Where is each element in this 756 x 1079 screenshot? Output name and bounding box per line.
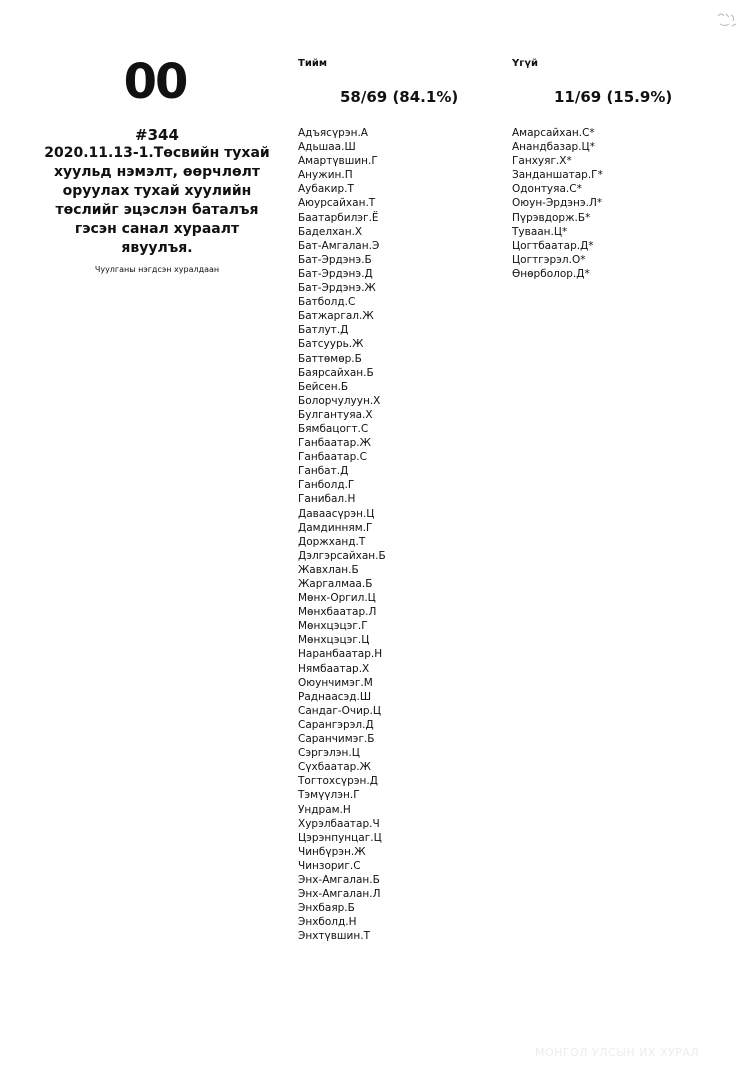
voter-name: Ганхуяг.Х*: [512, 155, 572, 168]
voter-name: Баярсайхан.Б: [298, 366, 374, 379]
voter-name: Батжаргал.Ж: [298, 310, 374, 323]
document-code: 00: [123, 54, 187, 110]
voter-name: Ганболд.Г: [298, 479, 355, 492]
voter-name: Мөнхцэцэг.Г: [298, 620, 368, 633]
voter-name: Батболд.С: [298, 296, 356, 309]
voter-name: Мөнх-Оргил.Ц: [298, 592, 376, 605]
voter-name: Амарсайхан.С*: [512, 127, 595, 139]
voter-name: Булгантуяа.Х: [298, 408, 373, 421]
voter-name: Адъясүрэн.А: [298, 127, 368, 139]
voter-name: Баттөмөр.Б: [298, 352, 362, 365]
motion-number: #344: [135, 126, 179, 144]
voter-name: Бат-Эрдэнэ.Ж: [298, 282, 376, 295]
corner-stamp-icon: [712, 6, 742, 36]
voter-name: Сандаг-Очир.Ц: [298, 704, 382, 717]
footer-watermark: МОНГОЛ УЛСЫН ИХ ХУРАЛ: [535, 1046, 700, 1059]
motion-block: [44, 126, 270, 276]
voter-name: Энхболд.Н: [298, 916, 357, 929]
voter-name: Нямбаатар.Х: [298, 662, 370, 675]
voter-name: Бат-Эрдэнэ.Б: [298, 253, 372, 266]
voter-name: Тогтохсүрэн.Д: [298, 775, 378, 788]
yes-voter-list: [298, 126, 386, 943]
voter-name: Чинбүрэн.Ж: [298, 845, 366, 858]
voter-name: Аюурсайхан.Т: [298, 197, 376, 210]
voter-name: Доржханд.Т: [298, 535, 366, 548]
voter-name: Өнөрболор.Д*: [512, 267, 590, 280]
voter-name: Батсуурь.Ж: [298, 338, 364, 351]
voter-name: Оюунчимэг.М: [298, 676, 373, 689]
voter-name: Дэлгэрсайхан.Б: [298, 549, 386, 562]
voter-name: Сүхбаатар.Ж: [298, 761, 371, 774]
voter-name: Саранчимэг.Б: [298, 733, 375, 746]
voter-name: Болорчулуун.Х: [298, 394, 381, 407]
voter-name: Занданшатар.Г*: [512, 169, 603, 182]
voter-name: Анандбазар.Ц*: [512, 141, 595, 154]
voter-name: Туваан.Ц*: [512, 225, 568, 238]
voter-name: Сарангэрэл.Д: [298, 718, 374, 731]
voter-name: Бейсен.Б: [298, 380, 349, 393]
voter-name: Энхтүвшин.Т: [298, 930, 370, 943]
voter-name: Тэмүүлэн.Г: [298, 789, 360, 802]
voter-name: Анужин.П: [298, 169, 353, 182]
voter-name: Раднаасэд.Ш: [298, 690, 372, 703]
voter-name: Хурэлбаатар.Ч: [298, 817, 380, 830]
no-tally: 11/69 (15.9%): [554, 88, 673, 106]
voter-name: Наранбаатар.Н: [298, 648, 383, 661]
voter-name: Амартүвшин.Г: [298, 155, 378, 168]
voter-name: Одонтуяа.С*: [512, 183, 582, 196]
voter-name: Баатарбилэг.Ё: [298, 211, 379, 224]
session-note: Чуулганы нэгдсэн хуралдаан: [94, 265, 220, 274]
voter-name: Бат-Эрдэнэ.Д: [298, 267, 373, 280]
voter-name: Чинзориг.С: [298, 859, 361, 872]
voter-name: Бат-Амгалан.Э: [298, 239, 380, 252]
voter-name: Адьшаа.Ш: [298, 141, 356, 154]
voter-name: Цогтгэрэл.О*: [512, 253, 586, 266]
voter-name: Оюун-Эрдэнэ.Л*: [512, 197, 603, 210]
voter-name: Ганибал.Н: [298, 493, 356, 506]
voter-name: Ундрам.Н: [298, 803, 351, 816]
voter-name: Жаргалмаа.Б: [298, 578, 373, 590]
voter-name: Бямбацогт.С: [298, 422, 369, 435]
voter-name: Энхбаяр.Б: [298, 902, 355, 915]
voter-name: Ганбат.Д: [298, 465, 349, 478]
voter-name: Давaaсүрэн.Ц: [298, 507, 375, 520]
voter-name: Энх-Амгалан.Б: [298, 873, 380, 886]
voter-name: Дамдинням.Г: [298, 521, 373, 534]
no-column-header: Үгүй: [512, 58, 538, 69]
voter-name: Аубакир.Т: [298, 183, 354, 196]
voter-name: Ганбаатар.С: [298, 451, 367, 464]
voter-name: Жавхлан.Б: [298, 563, 359, 576]
voter-name: Цогтбаатар.Д*: [512, 239, 594, 252]
yes-column-header: Тийм: [298, 58, 328, 69]
voter-name: Батлут.Д: [298, 324, 349, 337]
voter-name: Ганбаатар.Ж: [298, 437, 371, 450]
voter-name: Мөнхбаатар.Л: [298, 606, 377, 619]
voter-name: Мөнхцэцэг.Ц: [298, 634, 370, 647]
voter-name: Энх-Амгалан.Л: [298, 888, 381, 901]
voter-name: Цэрэнпунцаг.Ц: [298, 831, 382, 844]
voter-name: Сэргэлэн.Ц: [298, 747, 360, 760]
motion-title: 2020.11.13-1.Төсвийн тухай хуульд нэмэлт, өөрчлөлт оруулах тухай хуулийн төслийг эцэслэн баталъя гэсэн санал хураалт явуулъя.: [44, 145, 270, 256]
voter-name: Баделхан.Х: [298, 225, 363, 238]
voter-name: Пүрэвдорж.Б*: [512, 211, 591, 224]
no-voter-list: [512, 126, 603, 281]
yes-tally: 58/69 (84.1%): [340, 88, 459, 106]
